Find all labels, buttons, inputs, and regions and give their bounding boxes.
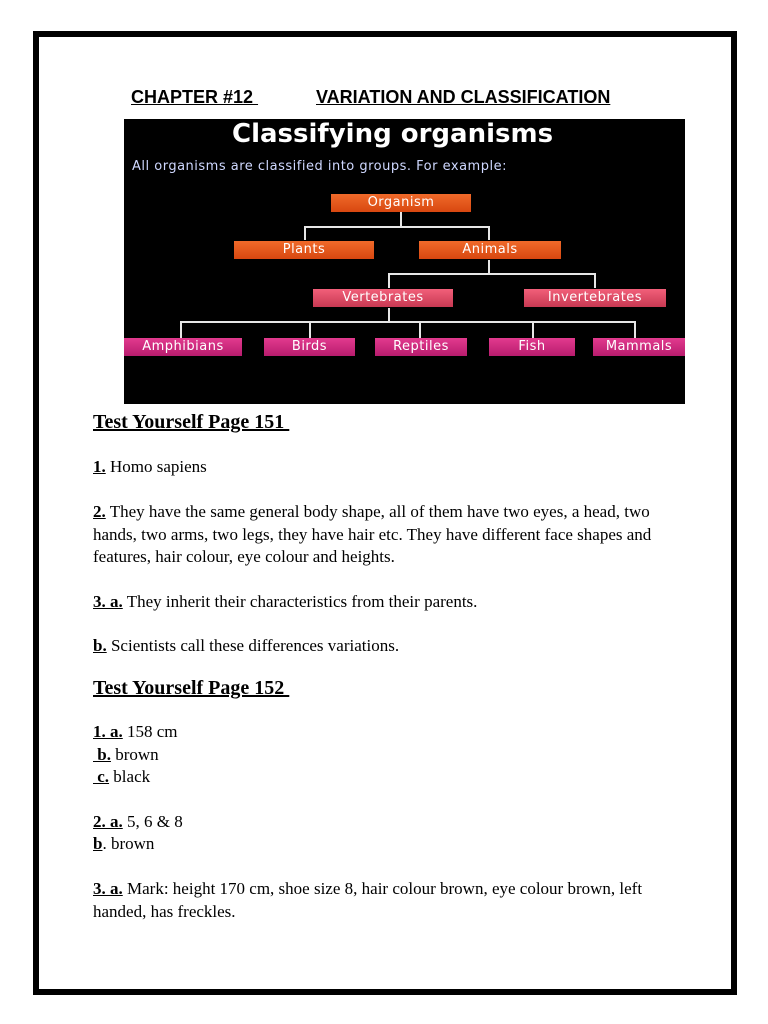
answer-label: 2. (93, 502, 106, 521)
connector (488, 260, 490, 274)
answer-label: 1. (93, 457, 106, 476)
answer-3a-152 (93, 878, 683, 923)
connector (532, 321, 534, 338)
answer-label: b. (93, 636, 107, 655)
connector (304, 226, 306, 240)
answer-label: 1. a. (93, 722, 123, 741)
node-vertebrates: Vertebrates (313, 289, 453, 307)
answer-label: c. (93, 767, 110, 786)
answer-2 (93, 501, 683, 569)
connector (309, 321, 311, 338)
connector (388, 273, 390, 288)
answer-text: 5, 6 & 8 (122, 812, 183, 831)
answer-text: brown (110, 745, 159, 764)
answer-text: They inherit their characteristics from their parents. (122, 592, 478, 611)
chapter-number: CHAPTER #12 (131, 87, 259, 107)
answer-text: 158 cm (122, 722, 178, 741)
section-heading-152: Test Yourself Page 152 (93, 677, 290, 699)
node-reptiles: Reptiles (375, 338, 467, 356)
connector (419, 321, 421, 338)
node-mammals: Mammals (593, 338, 685, 356)
connector (180, 321, 182, 338)
answer-text: . brown (102, 834, 155, 853)
diagram-title: Classifying organisms (232, 119, 554, 149)
section-heading-151: Test Yourself Page 151 (93, 411, 290, 433)
answer-label: 3. a. (93, 592, 123, 611)
chapter-title: VARIATION AND CLASSIFICATION (316, 87, 611, 107)
answer-3b (93, 635, 683, 658)
node-animals: Animals (419, 241, 561, 259)
node-fish: Fish (489, 338, 575, 356)
answer-2a (93, 811, 683, 834)
node-organism: Organism (331, 194, 471, 212)
answer-label: 3. a. (93, 879, 123, 898)
classification-diagram (124, 119, 685, 404)
connector (304, 226, 490, 228)
answer-1b (93, 744, 683, 767)
answer-3a (93, 591, 683, 614)
node-invertebrates: Invertebrates (524, 289, 666, 307)
answer-label: b. (93, 745, 111, 764)
node-plants: Plants (234, 241, 374, 259)
connector (180, 321, 636, 323)
connector (594, 273, 596, 288)
answer-text: Mark: height 170 cm, shoe size 8, hair colour brown, eye colour brown, left handed, has freckles. (93, 879, 643, 921)
connector (488, 226, 490, 240)
answer-1c (93, 766, 683, 789)
answer-text: Homo sapiens (105, 457, 207, 476)
answer-text: Scientists call these differences variations. (106, 636, 400, 655)
diagram-subtitle: All organisms are classified into groups. For example: (132, 159, 507, 174)
answer-2b (93, 833, 683, 856)
connector (388, 308, 390, 322)
answer-1 (93, 456, 683, 479)
answer-label: b (93, 834, 103, 853)
node-birds: Birds (264, 338, 355, 356)
connector (388, 273, 596, 275)
connector (634, 321, 636, 338)
answer-text: black (109, 767, 151, 786)
answer-text: They have the same general body shape, all of them have two eyes, a head, two hands, two arms, two legs, they have hair etc. They have different face shapes and features, hair colour, eye colour and heights. (93, 502, 652, 566)
node-amphibians: Amphibians (124, 338, 242, 356)
answer-label: 2. a. (93, 812, 123, 831)
answer-1a (93, 721, 683, 744)
